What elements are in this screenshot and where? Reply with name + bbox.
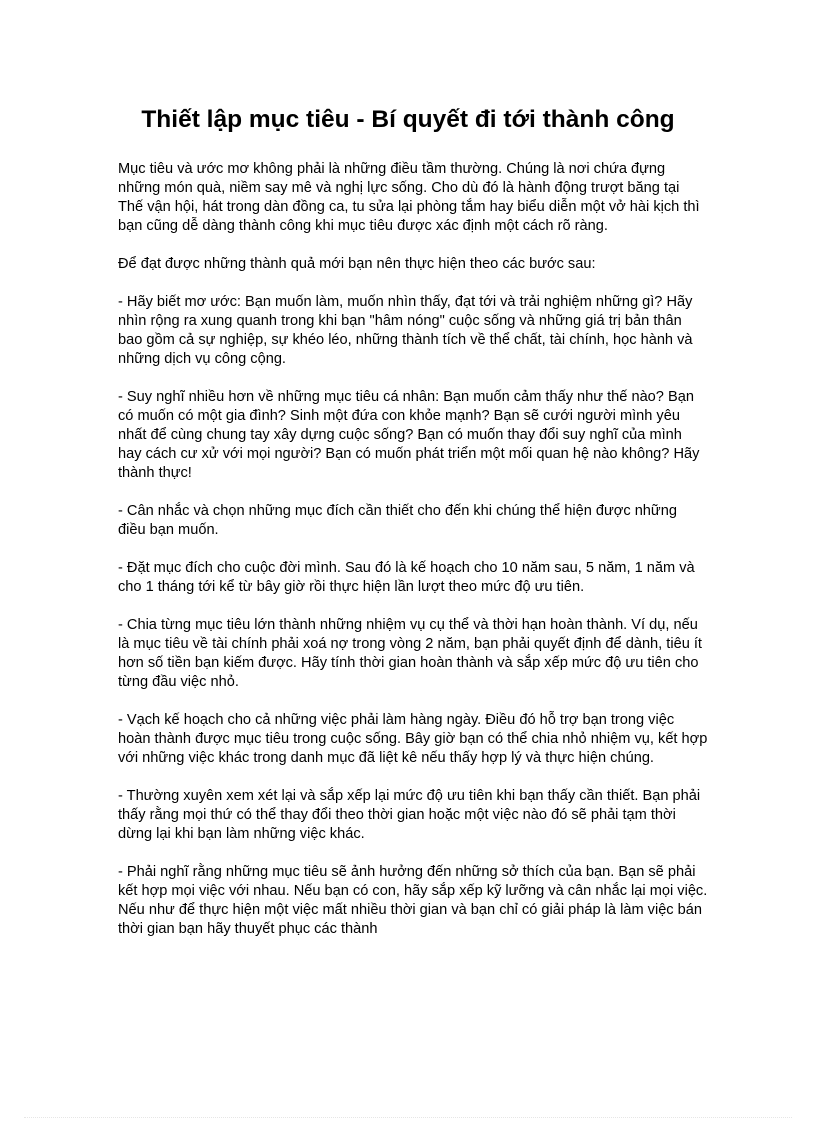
document-body xyxy=(118,160,708,939)
step-paragraph: - Cân nhắc và chọn những mục đích cần thiết cho đến khi chúng thể hiện được những điều bạn muốn. xyxy=(118,503,677,538)
step-paragraph: - Hãy biết mơ ước: Bạn muốn làm, muốn nhìn thấy, đạt tới và trải nghiệm những gì? Hãy nhìn rộng ra xung quanh trong khi bạn "hâm nóng" cuộc sống và những giá trị bản thân bao gồm cả sự nghiệp, sự khéo léo, những thành tích về thể chất, tài chính, học hành và những dịch vụ công cộng. xyxy=(118,294,693,367)
step-paragraph: - Chia từng mục tiêu lớn thành những nhiệm vụ cụ thể và thời hạn hoàn thành. Ví dụ, nếu là mục tiêu về tài chính phải xoá nợ trong vòng 2 năm, bạn phải quyết định để dành, tiêu ít hơn số tiền bạn kiếm được. Hãy tính thời gian hoàn thành và sắp xếp mức độ ưu tiên cho từng đầu việc nhỏ. xyxy=(118,617,702,690)
step-paragraph: - Đặt mục đích cho cuộc đời mình. Sau đó là kế hoạch cho 10 năm sau, 5 năm, 1 năm và cho 1 tháng tới kể từ bây giờ rồi thực hiện lần lượt theo mức độ ưu tiên. xyxy=(118,560,695,595)
intro-paragraph: Mục tiêu và ước mơ không phải là những điều tầm thường. Chúng là nơi chứa đựng những món quà, niềm say mê và nghị lực sống. Cho dù đó là hành động trượt băng tại Thế vận hội, hát trong dàn đồng ca, tu sửa lại phòng tắm hay biểu diễn một vở hài kịch thì bạn cũng dễ dàng thành công khi mục tiêu được xác định một cách rõ ràng. xyxy=(118,161,700,234)
page-title: Thiết lập mục tiêu - Bí quyết đi tới thành công xyxy=(141,106,675,133)
step-paragraph: - Thường xuyên xem xét lại và sắp xếp lại mức độ ưu tiên khi bạn thấy cần thiết. Bạn phải thấy rằng mọi thứ có thể thay đổi theo thời gian hoặc một việc nào đó sẽ phải tạm thời dừng lại khi bạn làm những việc khác. xyxy=(118,788,701,842)
step-paragraph: - Vạch kế hoạch cho cả những việc phải làm hàng ngày. Điều đó hỗ trợ bạn trong việc hoàn thành được mục tiêu trong cuộc sống. Bây giờ bạn có thể chia nhỏ nhiệm vụ, kết hợp với những việc khác trong danh mục đã liệt kê nếu thấy hợp lý và thực hiện chúng. xyxy=(118,712,708,766)
step-paragraph: - Suy nghĩ nhiều hơn về những mục tiêu cá nhân: Bạn muốn cảm thấy như thế nào? Bạn có muốn có một gia đình? Sinh một đứa con khỏe mạnh? Bạn sẽ cưới người mình yêu nhất để cùng chung tay xây dựng cuộc sống? Bạn có muốn thay đổi suy nghĩ của mình hay cách cư xử với mọi người? Bạn có muốn phát triển một mối quan hệ nào không? Hãy thành thực! xyxy=(118,389,700,481)
page-bottom-edge xyxy=(24,1117,792,1118)
step-paragraph: - Phải nghĩ rằng những mục tiêu sẽ ảnh hưởng đến những sở thích của bạn. Bạn sẽ phải kết hợp mọi việc với nhau. Nếu bạn có con, hãy sắp xếp kỹ lưỡng và cân nhắc lại mọi việc. Nếu như để thực hiện một việc mất nhiều thời gian và bạn chỉ có giải pháp là làm việc bán thời gian bạn hãy thuyết phục các thành xyxy=(118,864,708,937)
steps-intro-paragraph: Để đạt được những thành quả mới bạn nên thực hiện theo các bước sau: xyxy=(118,256,596,272)
